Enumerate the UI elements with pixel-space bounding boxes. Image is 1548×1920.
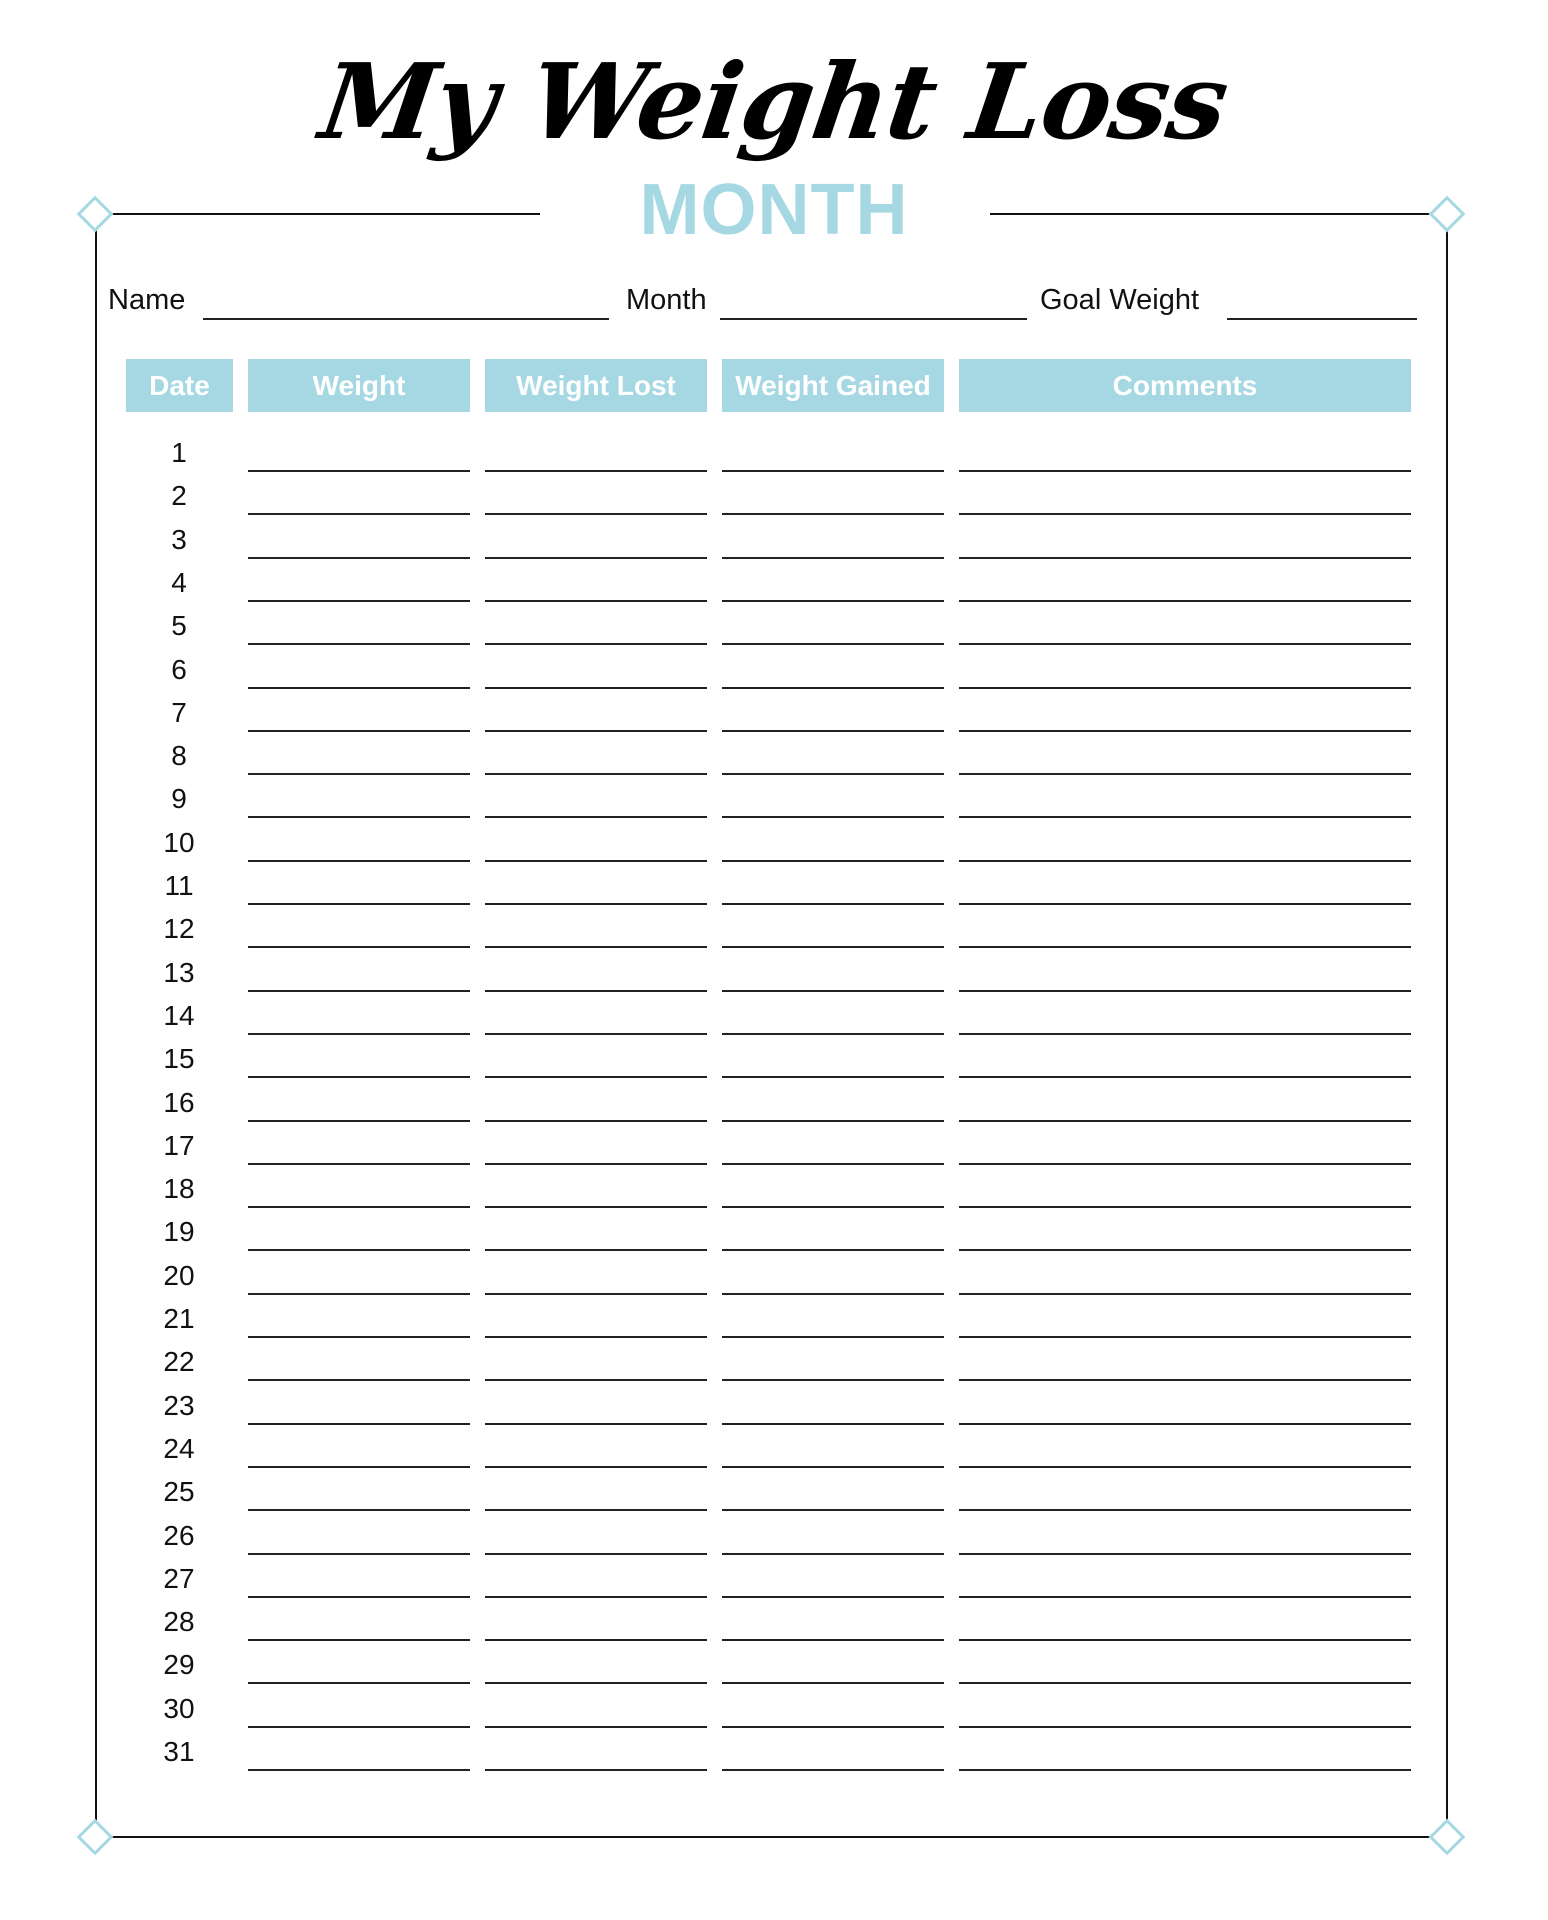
column-header-date: Date [126,359,233,412]
table-row [0,1641,1548,1684]
table-row [0,429,1548,472]
table-row [0,1598,1548,1641]
table-row [0,992,1548,1035]
weight-gained-entry-line[interactable] [722,1769,944,1771]
table-row [0,1425,1548,1468]
table-row [0,1295,1548,1338]
table-row [0,472,1548,515]
day-number: 22 [163,1346,195,1378]
name-field[interactable] [203,318,609,320]
table-row [0,559,1548,602]
day-number: 6 [171,653,187,685]
table-row [0,905,1548,948]
day-number: 9 [171,783,187,815]
table-row [0,1555,1548,1598]
column-header-weight-lost: Weight Lost [485,359,707,412]
table-row [0,646,1548,689]
day-number: 11 [164,870,194,901]
day-number: 28 [163,1606,195,1638]
corner-diamond-icon [77,1819,114,1856]
frame-top-right-line [990,213,1430,215]
day-number: 21 [163,1303,195,1334]
table-row [0,1468,1548,1511]
frame-bottom-line [110,1836,1432,1838]
comments-entry-line[interactable] [959,1769,1411,1771]
table-row [0,516,1548,559]
table-row [0,1685,1548,1728]
day-number: 10 [163,826,195,858]
table-row [0,819,1548,862]
table-row [0,602,1548,645]
column-header-weight: Weight [248,359,470,412]
day-number: 29 [163,1649,195,1681]
day-number: 25 [163,1476,195,1508]
day-number: 7 [171,696,187,728]
table-row [0,1208,1548,1251]
weight-entry-line[interactable] [248,1769,470,1771]
table-row [0,1252,1548,1295]
day-number: 15 [163,1043,195,1075]
goal-weight-label: Goal Weight [1040,284,1200,316]
table-row [0,862,1548,905]
day-number: 20 [163,1259,195,1291]
day-number: 3 [171,523,187,555]
day-number: 26 [163,1519,195,1551]
table-row [0,949,1548,992]
day-number: 31 [163,1736,195,1767]
column-header-comments: Comments [959,359,1411,412]
day-number: 12 [163,913,195,945]
corner-diamond-icon [1429,1819,1466,1856]
page-subtitle: MONTH [639,170,909,250]
table-row [0,1728,1548,1771]
day-number: 1 [171,437,187,468]
day-number: 2 [171,480,187,512]
weight-lost-entry-line[interactable] [485,1769,707,1771]
table-row [0,1165,1548,1208]
day-number: 16 [163,1086,195,1118]
day-number: 23 [163,1389,195,1421]
day-number: 19 [163,1216,195,1248]
table-row [0,1382,1548,1425]
day-number: 27 [163,1562,195,1594]
table-row [0,1079,1548,1122]
day-number: 13 [163,956,195,988]
day-number: 14 [163,999,195,1031]
day-number: 5 [171,610,187,642]
name-label: Name [108,284,186,316]
day-number: 4 [171,566,187,598]
day-number: 24 [163,1432,195,1464]
month-field[interactable] [720,318,1027,320]
day-number: 17 [163,1129,195,1161]
table-row [0,775,1548,818]
table-row [0,1035,1548,1078]
day-number: 8 [171,740,187,772]
table-row [0,1512,1548,1555]
day-number: 18 [163,1173,195,1205]
frame-top-left-line [110,213,540,215]
table-row [0,732,1548,775]
day-number: 30 [163,1692,195,1724]
page-title: My Weight Loss [313,40,1235,163]
table-row [0,1338,1548,1381]
goal-weight-field[interactable] [1227,318,1417,320]
month-label: Month [626,284,707,316]
column-header-weight-gained: Weight Gained [722,359,944,412]
table-row [0,1122,1548,1165]
table-row [0,689,1548,732]
